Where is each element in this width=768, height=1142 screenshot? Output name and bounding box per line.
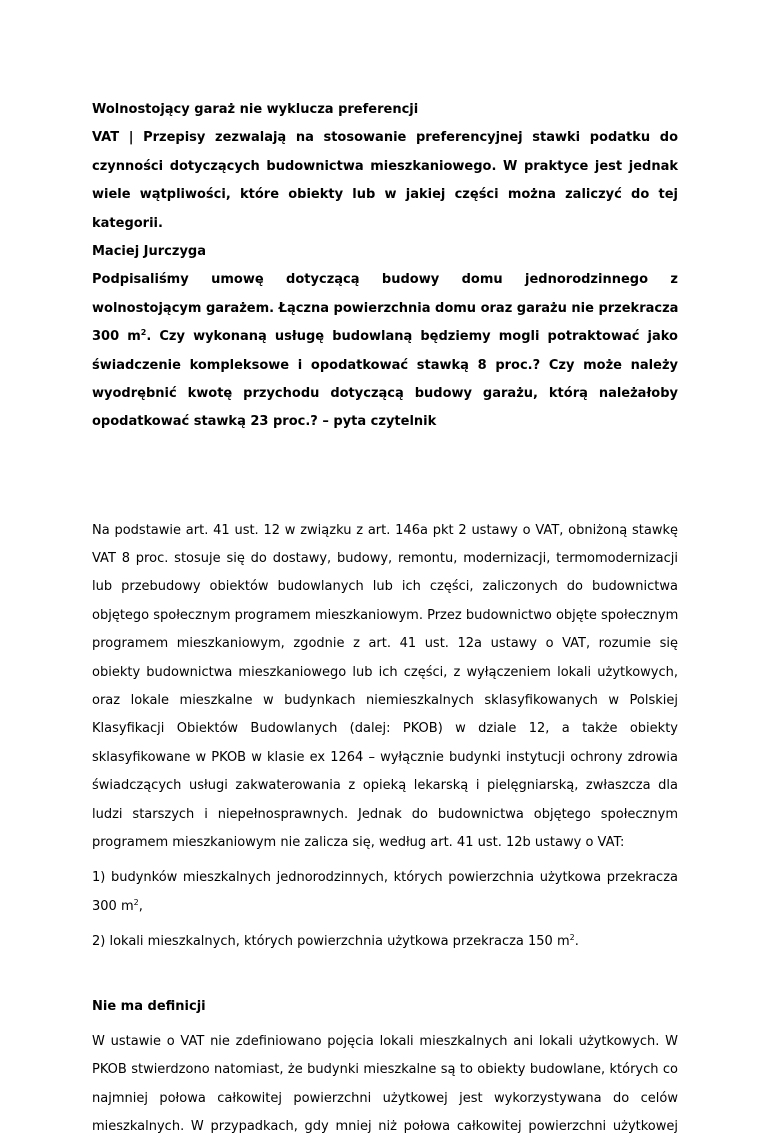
list-item-line: 1) budynków mieszkalnych jednorodzinnych, których powierzchnia użytkowa przekracza <box>92 870 678 886</box>
question-area-value: 300 m <box>92 329 141 345</box>
punctuation: . <box>574 934 579 950</box>
lead-line: VAT | Przepisy zezwalają na stosowanie preferencyjnej stawki podatku do <box>92 130 678 146</box>
section-paragraph <box>92 1028 678 1142</box>
body-line: najmniej połowa całkowitej powierzchni użytkowej jest wykorzystywana do celów <box>92 1090 678 1106</box>
punctuation: , <box>138 898 143 914</box>
question-line: opodatkować stawką 23 proc.? – pyta czytelnik <box>92 414 437 430</box>
list-item-line <box>92 893 678 921</box>
body-line: VAT 8 proc. stosuje się do dostawy, budowy, remontu, modernizacji, termomodernizacji <box>92 551 678 567</box>
article-lead <box>92 124 678 238</box>
superscript-2: 2 <box>569 933 575 943</box>
list-item <box>92 928 678 956</box>
article-author: Maciej Jurczyga <box>92 243 206 259</box>
document-page <box>92 96 678 1142</box>
lead-line: kategorii. <box>92 215 163 231</box>
list-item-text: 2) lokali mieszkalnych, których powierzchnia użytkowa przekracza 150 m <box>92 934 570 950</box>
question-text: . Czy wykonaną usługę budowlaną będziemy mogli potraktować jako <box>146 329 678 345</box>
question-line: świadczenie kompleksowe i opodatkować stawką 8 proc.? Czy może należy <box>92 357 678 373</box>
question-line <box>92 323 678 351</box>
body-line: oraz lokale mieszkalne w budynkach niemieszkalnych sklasyfikowanych w Polskiej <box>92 693 678 709</box>
body-line: lub przebudowy obiektów budowlanych lub ich części, zaliczonych do budownictwa <box>92 579 678 595</box>
body-line: świadczących usługi zakwaterowania z opieką lekarską i pielęgniarską, zwłaszcza dla <box>92 778 678 794</box>
body-line: mieszkalnych. W przypadkach, gdy mniej niż połowa całkowitej powierzchni użytkowej <box>92 1119 678 1135</box>
question-line: wyodrębnić kwotę przychodu dotyczącą budowy garażu, którą należałoby <box>92 385 678 401</box>
body-paragraph <box>92 517 678 858</box>
body-line: programem mieszkaniowym, zgodnie z art. 41 ust. 12a ustawy o VAT, rozumie się <box>92 636 678 652</box>
body-line: ludzi starszych i niepełnosprawnych. Jednak do budownictwa objętego społecznym <box>92 806 678 822</box>
reader-question <box>92 266 678 436</box>
superscript-2: 2 <box>140 328 147 338</box>
body-line: objętego społecznym programem mieszkaniowym. Przez budownictwo objęte społecznym <box>92 607 679 623</box>
list-item <box>92 864 678 921</box>
body-line: PKOB stwierdzono natomiast, że budynki mieszkalne są to obiekty budowlane, których co <box>92 1062 678 1078</box>
question-line: wolnostojącym garażem. Łączna powierzchnia domu oraz garażu nie przekracza <box>92 300 679 316</box>
section-heading: Nie ma definicji <box>92 998 206 1014</box>
body-line: obiekty budownictwa mieszkaniowego lub ich części, z wyłączeniem lokali użytkowych, <box>92 664 678 680</box>
article-title: Wolnostojący garaż nie wyklucza preferencji <box>92 102 419 117</box>
superscript-2: 2 <box>133 897 139 907</box>
lead-line: czynności dotyczących budownictwa mieszkaniowego. W praktyce jest jednak <box>92 158 678 174</box>
body-line: sklasyfikowane w PKOB w klasie ex 1264 – wyłącznie budynki instytucji ochrony zdrowia <box>92 749 678 765</box>
list-item-line <box>92 928 678 956</box>
body-line: Klasyfikacji Obiektów Budowlanych (dalej: PKOB) w dziale 12, a także obiekty <box>92 721 678 737</box>
body-line: programem mieszkaniowym nie zalicza się, według art. 41 ust. 12b ustawy o VAT: <box>92 834 625 850</box>
area-value: 300 m <box>92 898 134 914</box>
lead-line: wiele wątpliwości, które obiekty lub w jakiej części można zaliczyć do tej <box>92 187 678 203</box>
body-line: W ustawie o VAT nie zdefiniowano pojęcia lokali mieszkalnych ani lokali użytkowych. W <box>92 1033 678 1049</box>
question-line: Podpisaliśmy umowę dotyczącą budowy domu jednorodzinnego z <box>92 272 678 288</box>
body-line: Na podstawie art. 41 ust. 12 w związku z art. 146a pkt 2 ustawy o VAT, obniżoną stawkę <box>92 522 678 538</box>
